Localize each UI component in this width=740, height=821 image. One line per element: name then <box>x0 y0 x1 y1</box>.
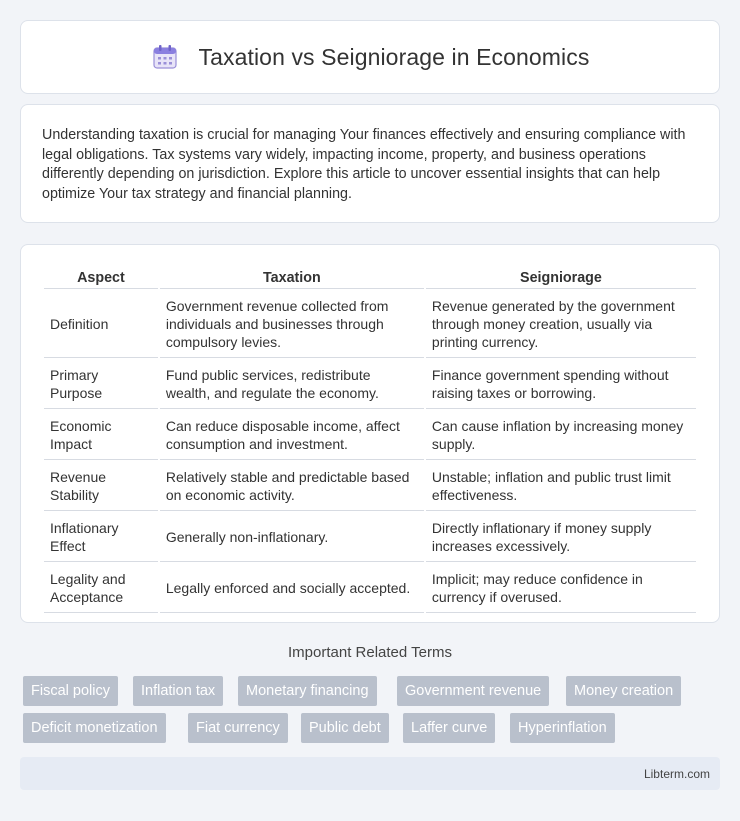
seigniorage-cell: Revenue generated by the government through money creation, usually via printing currency. <box>426 291 696 358</box>
calendar-icon <box>151 43 179 71</box>
tag-fiscal-policy[interactable]: Fiscal policy <box>23 676 118 706</box>
seigniorage-cell: Can cause inflation by increasing money supply. <box>426 411 696 460</box>
header-taxation: Taxation <box>160 267 424 289</box>
aspect-cell: Primary Purpose <box>44 360 158 409</box>
aspect-cell: Revenue Stability <box>44 462 158 511</box>
taxation-cell: Government revenue collected from individuals and businesses through compulsory levies. <box>160 291 424 358</box>
aspect-cell: Economic Impact <box>44 411 158 460</box>
comparison-table-card <box>20 244 720 623</box>
aspect-cell: Legality and Acceptance <box>44 564 158 613</box>
seigniorage-cell: Directly inflationary if money supply increases excessively. <box>426 513 696 562</box>
tag-hyperinflation[interactable]: Hyperinflation <box>510 713 615 743</box>
tag-deficit-monetization[interactable]: Deficit monetization <box>23 713 166 743</box>
footer-brand-link[interactable]: Libterm.com <box>643 767 710 781</box>
tag-fiat-currency[interactable]: Fiat currency <box>188 713 288 743</box>
taxation-cell: Relatively stable and predictable based on economic activity. <box>160 462 424 511</box>
aspect-cell: Definition <box>44 291 158 358</box>
tag-monetary-financing[interactable]: Monetary financing <box>238 676 377 706</box>
header-seigniorage: Seigniorage <box>426 267 696 289</box>
table-row <box>44 513 696 562</box>
tag-government-revenue[interactable]: Government revenue <box>397 676 549 706</box>
table-row <box>44 360 696 409</box>
intro-text: Understanding taxation is crucial for managing Your finances effectively and ensuring compliance with legal obligations. Tax systems vary widely, impacting income, property, and business operations differently depending on jurisdiction. Explore this article to uncover essential insights that can help optimize Your tax strategy and financial planning. <box>42 127 686 202</box>
tag-money-creation[interactable]: Money creation <box>566 676 681 706</box>
seigniorage-cell: Finance government spending without raising taxes or borrowing. <box>426 360 696 409</box>
taxation-cell: Generally non-inflationary. <box>160 513 424 562</box>
page-title: Taxation vs Seigniorage in Economics <box>198 43 590 70</box>
title-card <box>20 20 720 94</box>
tag-inflation-tax[interactable]: Inflation tax <box>133 676 223 706</box>
table-row <box>44 462 696 511</box>
taxation-cell: Legally enforced and socially accepted. <box>160 564 424 613</box>
footer <box>20 757 720 790</box>
seigniorage-cell: Unstable; inflation and public trust limit effectiveness. <box>426 462 696 511</box>
taxation-cell: Can reduce disposable income, affect consumption and investment. <box>160 411 424 460</box>
intro-card <box>20 104 720 223</box>
aspect-cell: Inflationary Effect <box>44 513 158 562</box>
table-row <box>44 411 696 460</box>
related-terms-title: Important Related Terms <box>288 644 452 661</box>
comparison-table <box>42 265 698 615</box>
seigniorage-cell: Implicit; may reduce confidence in currency if overused. <box>426 564 696 613</box>
table-row <box>44 291 696 358</box>
taxation-cell: Fund public services, redistribute wealth, and regulate the economy. <box>160 360 424 409</box>
tag-laffer-curve[interactable]: Laffer curve <box>403 713 495 743</box>
table-row <box>44 564 696 613</box>
tag-public-debt[interactable]: Public debt <box>301 713 389 743</box>
table-header-row <box>44 267 696 289</box>
header-aspect: Aspect <box>44 267 158 289</box>
